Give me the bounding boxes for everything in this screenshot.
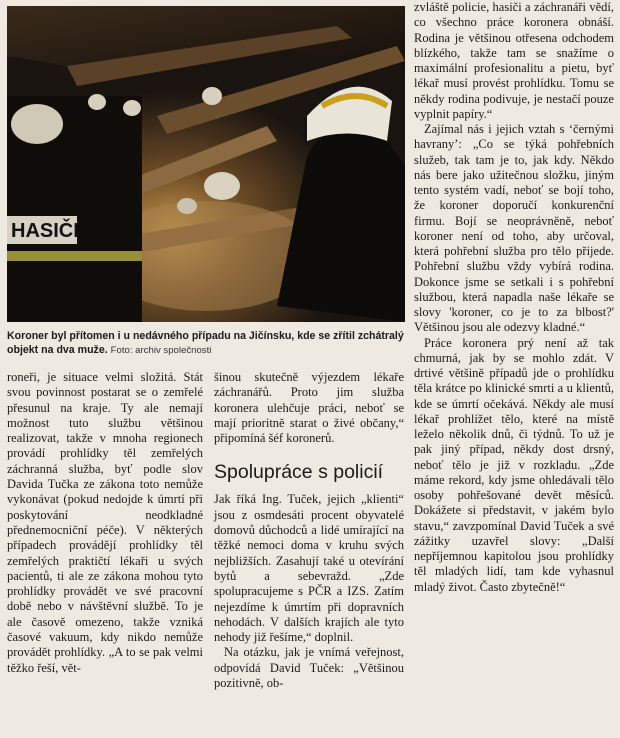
section-heading: Spolupráce s policií [214,461,384,484]
paragraph: roneři, je situace velmi složitá. Stát svou povinnost postarat se o zemřelé přesunul na kraje. Ty ale nemají možnost tuto službu většinou realizovat, takže v mnoha regionech provádí prohlídky těl zemřelých záchranná služba, byť podle slov Davida Tučka ze zákona toto nemůže vykonávat (pokud nedojde k úmrtí při poskytování neodkladné přednemocniční péče). V některých případech provádějí prohlídky těl zemřelých praktičtí lékaři u svých pacientů, ti ale ze zákona mohou tyto prohlídky provádět ve své pracovní době nebo v návštěvní službě. To je ale časově omezeno, takže vzniká časové vakuum, kdy nikdo nemůže provádět prohlídky. „A to se pak velmi těžko řeší, vět- [7,370,203,675]
paragraph: zvláště policie, hasiči a záchranáři vědí, co všechno práce koronera obnáší. Rodina je většinou otřesena odchodem blízkého, takže tam se snažíme o maximální profesionalitu a pietu, byť lékař musí provést prohlídku. Tomu se někdy rodina podivuje, je nestačí pouze vyplnit papíry.“ [414,0,614,121]
caption-text: Koroner byl přítomen i u nedávného případu na Jičínsku, kde se zřítil zchátralý objekt na dva muže. [7,330,404,357]
news-photo [7,6,405,322]
paragraph: Práce koronera prý není až tak chmurná, jak by se mohlo zdát. V drtivé většině případů jde o prohlídku těla krátce po klinické smrti a u klientů, kde se úmrtí očekává. Někdy ale musí lékař prohlížet tělo, které na místě leželo několik dnů, či týdnů. To už je pak jiný případ, někdy dost drsný, neboť tělo je již v rozkladu. „Zde máme rekord, kdy jsme ohledávali tělo osoby pohřešované devět měsíců. Dokážete si představit, v jakém bylo stavu,“ zavzpomínal David Tuček a své zážitky uzavřel slovy: „Další nepříjemnou kapitolou jsou prohlídky těl mladých lidí, tam kde vyhasnul mladý život. Často zbytečně!“ [414,335,614,594]
photo-caption [7,329,407,358]
article-column-2 [214,370,404,691]
paragraph: Na otázku, jak je vnímá veřejnost, odpovídá David Tuček: „Většinou pozitivně, ob- [214,645,404,691]
paragraph: Jak říká Ing. Tuček, jejich „klienti“ jsou z osmdesáti procent obyvatelé domovů důchodců a lidé umírající na těžké nemoci doma v kruhu svých nejbližších. Zasahují také u otevírání bytů a sebevražd. „Zde spolupracujeme s PČR a IZS. Zatím nejezdíme k úmrtím při dopravních nehodách. V dalších krajích ale tyto nehody již řešíme,“ doplnil. [214,492,404,645]
firefighters-rescue-photo [7,6,405,322]
photo-credit: Foto: archiv společnosti [110,345,212,357]
article-column-3 [414,0,614,595]
article-column-1 [7,370,203,676]
paragraph: Zajímal nás i jejich vztah s ‘černými havrany’: „Co se týká pohřebních služeb, tak tam je to, jak kdy. Někdo nás bere jako užitečnou složku, jiným tento systém vadí, neboť se bojí toho, že koroner doporučí konkurenční firmu. Bojí se neoprávněně, neboť koroner není od toho, aby určoval, která pohřební služba pro tělo přijede. Pohřební službu vždy vybírá rodina. Dokonce jsme se setkali i s pohřební službou, která napadla naše lékaře se slovy 'koroner, co je to za blbost?' Většinou jsou ale odezvy kladné.“ [414,122,614,335]
hasici-label: HASIČI [11,220,79,242]
paragraph: šinou skutečně výjezdem lékaře záchranářů. Proto jim služba koronera ulehčuje práci, neboť se mají prioritně starat o živé občany,“ připomíná šéf koronerů. [214,370,404,446]
